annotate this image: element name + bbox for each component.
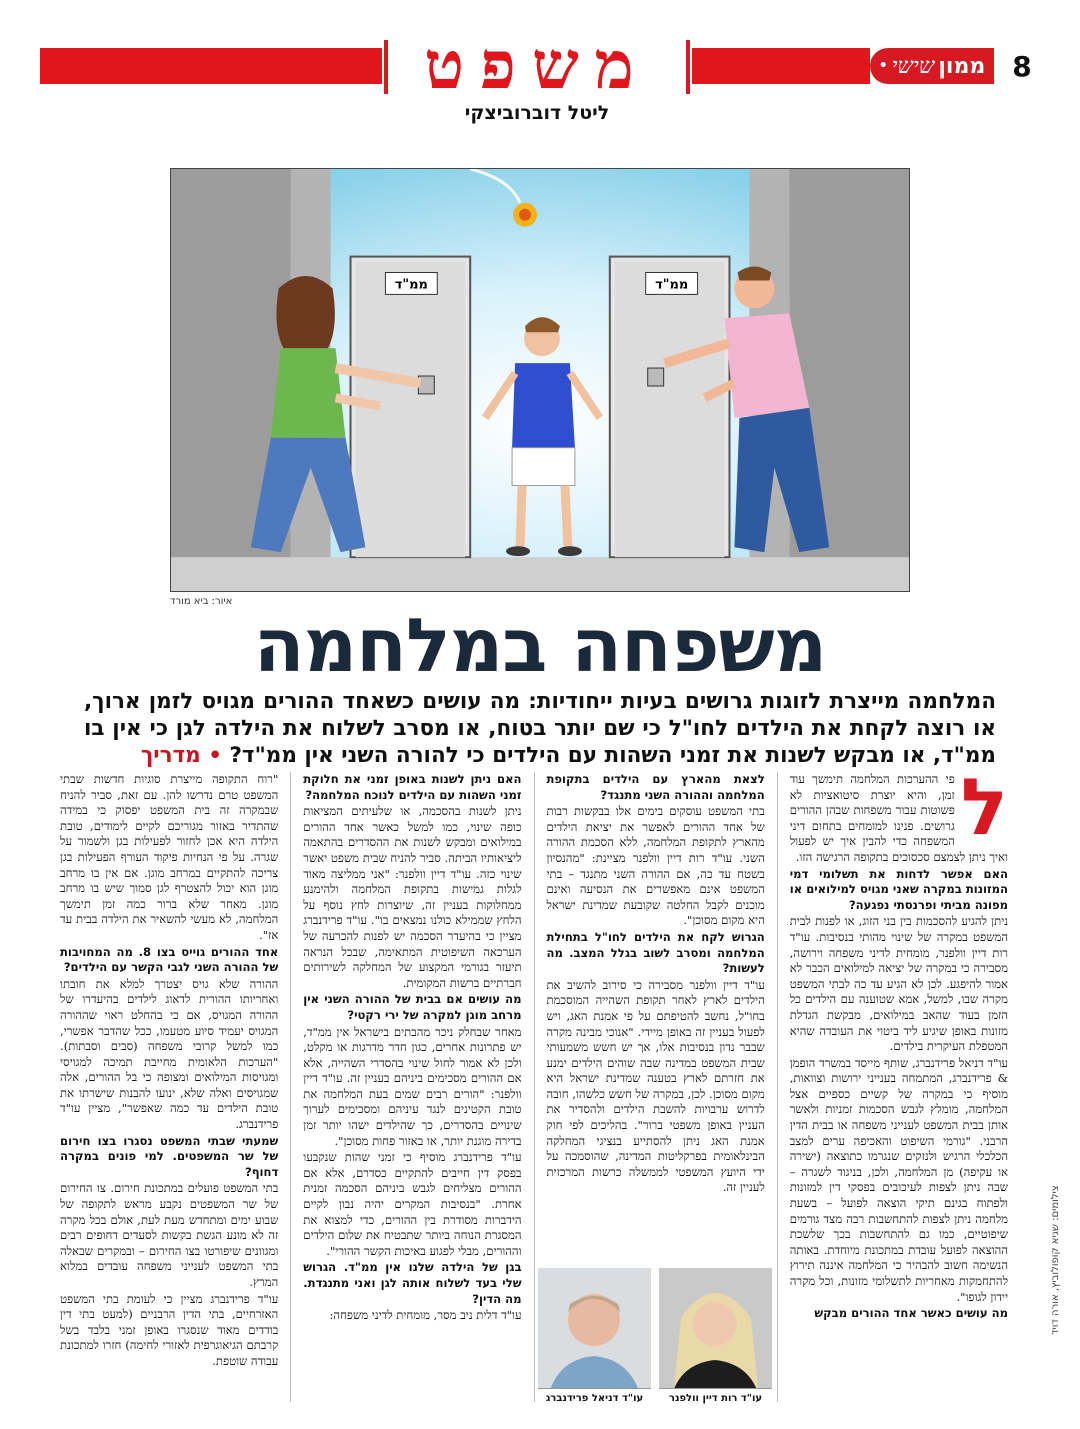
column-divider bbox=[777, 772, 778, 1402]
body-paragraph: עו"ד דלית ניב מסר, מומחית לדיני משפחה: bbox=[329, 1308, 522, 1323]
question-heading: הגרוש לקח את הילדים לחו"ל בתחילת המלחמה ומסרב לשוב בגלל המצב. מה לעשות? bbox=[546, 929, 765, 976]
page-number: 8 bbox=[1012, 49, 1032, 83]
body-paragraph: עו"ד פרידנברג מציין כי לעומת בתי המשפט האזרחיים, בתי הדין הרבניים (למעט בתי דין בודדים מאוד שנסגרו באופן זמני בלבד בשל קרבתם הגיאוגרפית לאזורי לחימה) חזרו למתכונת עבודה שוטפת. bbox=[60, 1291, 279, 1368]
body-paragraph: עו"ד פרידנברג מוסיף כי זמני שהות שנקבעו בפסק דין חייבים להתקיים כסדרם, אלא אם ההורים מצליחים לגבש ביניהם הסכמה זמנית אחרת. "בנסיבות המקרים יהיה נבון לקיים הידברות מסודרת בין ההורים, כדי למצוא את המסגרת הנוחה ביותר שתבטיח את שלום הילדים וההורים, מבלי לפגוע באיכות הקשר ההורי". bbox=[303, 1150, 522, 1258]
supplement-tag bbox=[870, 48, 994, 84]
question-heading: שמעתי שבתי המשפט נסגרו בצו חירום של שר המשפטים. למי פונים במקרה דחוף? bbox=[60, 1133, 279, 1179]
door-sign-right: ממ"ד bbox=[655, 277, 689, 293]
photo-credit: צילומים: שגיא קופולוביץ, אורה דויד bbox=[1050, 1185, 1061, 1335]
question-heading: לצאת מהארץ עם הילדים בתקופת המלחמה וההורה השני מתנגד? bbox=[546, 772, 765, 802]
article-body bbox=[60, 772, 1008, 1402]
expert-photo-2 bbox=[538, 1268, 651, 1408]
headline: משפחה במלחמה bbox=[253, 603, 827, 689]
body-paragraph: בתי המשפט פועלים במתכונת חירום. צו החירום של שר המשפטים נקבע מראש לתקופה של שבוע ימים ומתחדש מעת לעת, אולם בכל מקרה זה לא מונע הגשת בקשות לסעדים דחופים רבים ומגוונים שיפורטו בצו החירום – ובמקרים שבאלה בתי המשפט לענייני משפחה עובדים במלוא המרץ. bbox=[60, 1181, 279, 1289]
body-paragraph: עו"ד דניאל פרידנברג, שותף מייסד במשרד הופמן & פרידנברג, המתמחה בענייני ירושות וצוואות, מוסיף כי במקרה של קשיים כספיים אצל המלחמה, מומלץ לגבש הסכמות זמניות ולאשר אותן בבית המשפט לענייני משפחה או בבית הדין הרבני. "גורמי השיפוט והאכיפה ערים למצב הכלכלי הרגיש ולנזקים שנגרמו כתוצאה (ישירה או עקיפה) מן המלחמה, ולכן, בניגוד לשגרה – שבה ניתן לצפות לעיכובים בפסקי דין למזונות ולפתוח בגינם תיקי הוצאה לפועל – בשעת מלחמה ניתן לצפות להתחשבות רבה מצד גורמים שיפוטיים, כמו גם להתחשבות בכך שלשכת ההוצאה לפועל עובדת במתכונת מיוחדת. באותה הנשימה חשוב להבהיר כי המלחמה איננה תירוץ להתחמקות מאחריות לתשלומי מזונות, וכל מקרה יידון לגופו". bbox=[789, 1055, 1008, 1304]
question-heading: מה עושים אם בבית של ההורה השני אין מרחב מוגן למקרה של ירי רקטי? bbox=[303, 992, 522, 1022]
column-divider bbox=[534, 772, 535, 1402]
body-paragraph: בתי המשפט עוסקים בימים אלו בבקשות רבות של אחד ההורים לאפשר את יציאת הילדים מהארץ לתקופת המלחמה, ללא הסכמת ההורה השני. עו"ד רות דיין וולפנר מציינת: "מהנסיון בשטח עד כה, אם ההורה השני מתנגד – בתי המשפט אינם מאפשרים את הנסיעה ואינם מוכנים לקבל החלטה שקובעת שמדינת ישראל היא מקום מסוכן". bbox=[546, 804, 765, 928]
header-separator-left bbox=[384, 40, 388, 94]
expert-caption-2: עו"ד דניאל פרידנברג bbox=[538, 1388, 651, 1408]
header-red-bar-left bbox=[40, 48, 382, 84]
question-heading: מה עושים כאשר אחד ההורים מבקש bbox=[814, 1306, 1008, 1321]
drop-cap: ל bbox=[960, 772, 1008, 853]
body-paragraph: ניתן להגיע להסכמות בין בני הזוג, או לפנות לבית המשפט במקרה של שינוי מהותי בנסיבות. עו"ד רות דיין וולפנר, מומחית לדיני משפחה וירושה, מסבירה כי במקרה של יציאה למילואים הכבר לא אמור להיפגע. לכן לא הגיע עד כה לבתי המשפט מקרה שבו, למשל, אמא שטוענה עם הילדים כל הזמן בעוד שהאב במילואים, מבקשת הגדלת מזונות באופן שיגיע ליד ביטוי את העובדה שהיא המטפלת העיקרית בילדים. bbox=[789, 914, 1008, 1054]
body-paragraph: עו"ד דיין וולפנר מסבירה כי סירוב להשיב את הילדים לארץ לאחר תקופת השהייה המוסכמת בחו"ל, נחשב להטיפתם על פי אמנת האג, ויש לפעול בעניין זה באופן מיידי. "אנוכי מבינה מקרה שבבר נדון בנסיבות אלו, אך יש חשש משמעותי שבית המשפט במדינה שבה שוהים הילדים ימנע את חזרתם לארץ בטענה שמדינת ישראל היא מקום מסוכן. לכן, במקרה של חשש כלשהו, חובה לדרוש ערבויות להשבת הילדים ולהסדיר את העניין באופן משפטי ברור". בהליכים לפי חוק אמנת האג ניתן להסתייע בנציגי המחלקה הבינלאומית בפרקליטות המדינה, שהוסמכה על ידי היועץ המשפטי לממשלה כרשות המרכזית לעניין זה. bbox=[546, 977, 765, 1195]
column-divider bbox=[290, 772, 291, 1402]
body-paragraph: מאחר שבחלק ניכר מהבתים בישראל אין ממ"ד, יש פתרונות אחרים, כגון חדר מדרגות או מקלט, ולכן לא אמור לחול שינוי בהסדרי השהייה, אלא אם ההורים מסכימים ביניהם בעניין זה. עו"ד דיין וולפנר: "הורים רבים שמים בעת המלחמה את טובת הקטינים לנגד עיניהם ומסכימים לערוך שינויים בהסדרים, כך שהילדים ישהו יותר זמן בדירה מוגנת יותר, או באזור פחות מסוכן". bbox=[303, 1024, 522, 1148]
header-red-bar-right bbox=[692, 48, 870, 84]
article-column-1 bbox=[790, 772, 1008, 1402]
illustration-credit: איור: ביא מורד bbox=[170, 596, 233, 607]
section-title: משפט bbox=[424, 27, 650, 104]
subheadline-text: המלחמה מייצרת לזוגות גרושים בעיות ייחודיות: מה עושים כשאחד ההורים מגויס לזמן ארוך, או רוצה לקחת את הילדים לחו"ל כי שם יותר בטוח, או מסרב לשלוח את הילדה לגן כי אין בו ממ"ד, או מבקש לשנות את זמני השהות עם הילדים כי להורה השני אין ממ"ד? bbox=[84, 689, 996, 768]
supplement-tag-dot: • bbox=[878, 58, 888, 74]
expert-caption-1: עו"ד רות דיין וולפנר bbox=[659, 1388, 772, 1408]
supplement-tag-bold: ממון bbox=[938, 53, 986, 79]
subheadline-author-tag: • מדריך bbox=[140, 743, 222, 768]
question-heading: האם אפשר לדחות את תשלומי דמי המזונות במקרה שאני מגויס למילואים או מפונה מביתי ופרנסתי נפגעה? bbox=[789, 866, 1008, 912]
byline: ליטל דוברוביצקי bbox=[464, 102, 610, 124]
body-paragraph: ניתן לשנות בהסכמה, או שלעיתים המציאות כופה שינוי, כמו למשל כאשר אחד ההורים במילואים ומבקש לשנות את ההסדרים בהתאמה ליציאותיו הביתה. סביר להניח שבית משפט יאשר שינוי כזה. עו"ד דיין וולפנר: "אני ממליצה מאוד לגלות גמישות בתקופת המלחמה ולהימנע ממחלוקות בעניין זה, שיוצרות לחץ נוסף על הלחץ שממילא כולנו נמצאים בו". עו"ד פרידנברג מציין כי בהיעדר הסכמה יש לפנות להכרעה של הערכאה השיפוטית המתאימה, שבכל הנראה תיעזר בגורמי המקצוע של המחלקה לשירותים חברתיים ברשות המקומית. bbox=[303, 804, 522, 990]
door-sign-left: ממ"ד bbox=[394, 277, 428, 293]
question-heading: בגן של הילדה שלנו אין ממ"ד. הגרוש שלי בעד לשלוח אותה לגן ואני מתנגדת. מה הדין? bbox=[303, 1260, 522, 1306]
expert-photos bbox=[538, 1268, 772, 1408]
article-column-3 bbox=[303, 772, 521, 1402]
subheadline bbox=[84, 688, 996, 769]
main-illustration bbox=[170, 168, 910, 592]
body-paragraph: ההורה שלא גויס יצטרך למלא את חובתו ואחריותו ההורית לדאוג לילדים בהיעדרו של ההורה המגויס, אם כי בהחלט ראוי שההורה המגויס יעמיד סיוע מטעמו, ככל שהדבר אפשרי, כמו למשל קרובי משפחה (סבים וסבתות). "הערכות הלאומית מחייבת תמיכה למגויסי ומגויסות המילואים ומצופה כי בל ההורים, אלה שמגויסים ואלה שלא, ינועו להבנות שישרתו את טובת הילדים עד כמה שאפשר", מציין עו"ד פרידנברג. bbox=[60, 976, 279, 1132]
expert-photo-1 bbox=[659, 1268, 772, 1408]
question-heading: אחד ההורים גוייס בצו 8. מה המחויבות של ההורה השני לגבי הקשר עם הילדים? bbox=[60, 944, 279, 975]
supplement-tag-italic: שישי bbox=[891, 54, 935, 79]
body-paragraph: פי ההערכות המלחמה תימשך עוד זמן, והיא יוצרת סיטואציות לא פשוטות עבור משפחות שבהן ההורים גרושים. פנינו למומחים בתחום דיני המשפחה כדי להבין איך יש לפעול ואיך ניתן לצמצם סכסוכים בתקופה הרגישה הזו. bbox=[789, 772, 1008, 864]
header-separator-right bbox=[686, 40, 690, 94]
article-column-4 bbox=[60, 772, 278, 1402]
body-paragraph: "רוח התקופה מייצרת סוגיות חדשות שבתי המשפט טרם נדרשו להן. עם זאת, סביר להניח שבמקרה זה בית המשפט יפסוק כי במידה שהתדיר באזור מגוריכם לקיים לימודים, טובת הילדה היא אכן לחזור לפעילות בגן ולשמור על שגרה. על פי הנחיות פיקוד העורף הפעילות בגן צריכה להתקיים במרחב מוגן. אם אין בו מרחב מוגן הוא יכול להצטרף לגן סמוך שיש בו מרחב מוגן. מאחר שלא ברור כמה זמן תימשך המלחמה, לא מעשי להשאיר את הילדה בבית עד אז". bbox=[60, 772, 279, 942]
question-heading: האם ניתן לשנות באופן זמני את חלוקת זמני השהות עם הילדים לנוכח המלחמה? bbox=[303, 772, 522, 802]
